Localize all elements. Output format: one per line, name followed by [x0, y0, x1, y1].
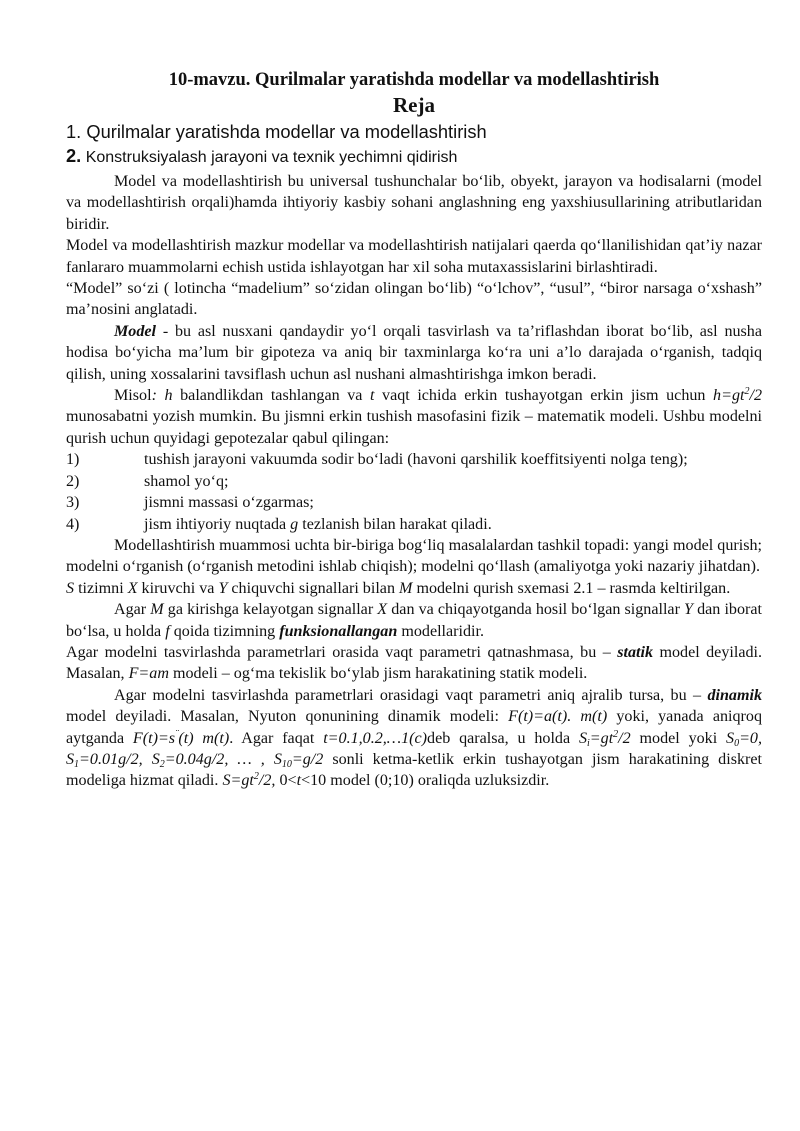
paragraph-static: Agar modelni tasvirlashda parametrlari orasida vaqt parametri qatnashmasa, bu – statik model deyiladi. Masalan, F=am modeli – og‘ma tekislik bo‘ylab jism harakatining statik modeli. — [66, 643, 763, 683]
list-item: 3) jismni massasi o‘zgarmas; — [66, 494, 314, 512]
formula-h: $h=gt^2/2$ — [713, 386, 762, 405]
paragraph-interdisciplinary: Model va modellashtirish mazkur modellar va modellashtirish natijalari qaerda qo‘llanilishidan qat’iy nazar fanlararo muammolarni echish ustida ishlayotgan har xil soha mutaxassislarini birlashtiradi. — [66, 237, 762, 276]
paragraph-etymology: “Model” so‘zi ( lotincha “madelium” so‘zidan olingan bo‘lib) “o‘lchov”, “usul”, “biror narsaga o‘xshash” ma’nosini anglatadi. — [66, 280, 762, 319]
paragraph-scheme: S tizimni X kiruvchi va Y chiquvchi signallari bilan M modelni qurish sxemasi 2.1 – rasmda keltirilgan. — [66, 579, 731, 597]
paragraph-dynamic: Agar modelni tasvirlashda parametrlari orasidagi vaqt parametri aniq ajralib tursa, bu – dinamik model deyiladi. Masalan, Nyuton qonunining dinamik modeli: F(t)=a(t). m(t) yoki, yanada aniqroq aytganda F(t)=s¨(t) m(t). Agar faqat t=0.1,0.2,…1(c)deb qaralsa, u holda $S_i=gt^2/2$ model yoki $S_0=0$, $S_1=0.01g/2$, $S_2=0.04g/2$, … , $S_{10}=g/2$ sonli ketma-ketlik erkin tushayotgan jism harakatining diskret modeliga hizmat qiladi. $S=gt^2/2$, 0<t<10 model (0;10) oraliqda uzluksizdir. — [66, 686, 763, 790]
plan-item-2 — [66, 144, 762, 170]
term-functional: funksionallangan — [279, 622, 398, 640]
term-dynamic: dinamik — [707, 686, 762, 704]
plan-item-number: 2. — [66, 145, 82, 166]
paragraph-intro: Model va modellashtirish bu universal tushunchalar bo‘lib, obyekt, jarayon va hodisalarni (model va modellashtirish orqali)hamda ihtiyoriy kasbiy sohani anglashning eng yaxshiusullarining atributlaridan biridir. — [66, 173, 762, 233]
list-item: 4) jism ihtiyoriy nuqtada g tezlanish bilan harakat qiladi. — [66, 515, 492, 533]
plan-item-1 — [66, 120, 762, 144]
paragraph-example: Misol: h balandlikdan tashlangan va t vaqt ichida erkin tushayotgan erkin jism uchun $h=gt^2/2$ munosabatni yozish mumkin. Bu jismni erkin tushish masofasini fizik – matematik modeli. Ushbu modelni qurish uchun quyidagi gepotezalar qabul qilingan: — [66, 386, 762, 447]
plan-item-text: Qurilmalar yaratishda modellar va modellashtirish — [86, 121, 487, 142]
term-model: Model — [114, 322, 157, 340]
list-item: 2) shamol yo‘q; — [66, 472, 229, 490]
list-item: 1) tushish jarayoni vakuumda sodir bo‘ladi (havoni qarshilik koeffitsiyenti nolga teng); — [66, 451, 688, 469]
term-static: statik — [617, 643, 653, 661]
plan-item-number: 1. — [66, 121, 82, 142]
paragraph-functional: Agar M ga kirishga kelayotgan signallar X dan va chiqayotganda hosil bo‘lgan signallar Y dan iborat bo‘lsa, u holda f qoida tizimning funksionallangan modellaridir. — [66, 601, 762, 640]
paragraph-model-definition: Model - bu asl nusxani qandaydir yo‘l orqali tasvirlash va ta’riflashdan iborat bo‘lib, asl nusha hodisa bo‘yicha ma’lum bir gipoteza va aniq bir taxminlarga ko‘ra uni a’lo darajada o‘rganish, tadqiq qilish, uning xossalarini tavsiflash uchun asl nushani almashtirishga imkon beradi. — [66, 322, 762, 383]
paragraph-modelling-problem: Modellashtirish muammosi uchta bir-biriga bog‘liq masalalardan tashkil topadi: yangi model qurish; modelni o‘rganish (o‘rganish metodini ishlab chiqish); modelni qo‘llash (amaliyotga yoki nazariy jihatdan). — [66, 536, 762, 576]
document-page — [66, 68, 762, 792]
plan-heading: Reja — [393, 93, 435, 117]
page-title: 10-mavzu. Qurilmalar yaratishda modellar va modellashtirish — [168, 70, 660, 90]
plan-item-text: Konstruksiyalash jarayoni va texnik yechimni qidirish — [85, 149, 458, 166]
